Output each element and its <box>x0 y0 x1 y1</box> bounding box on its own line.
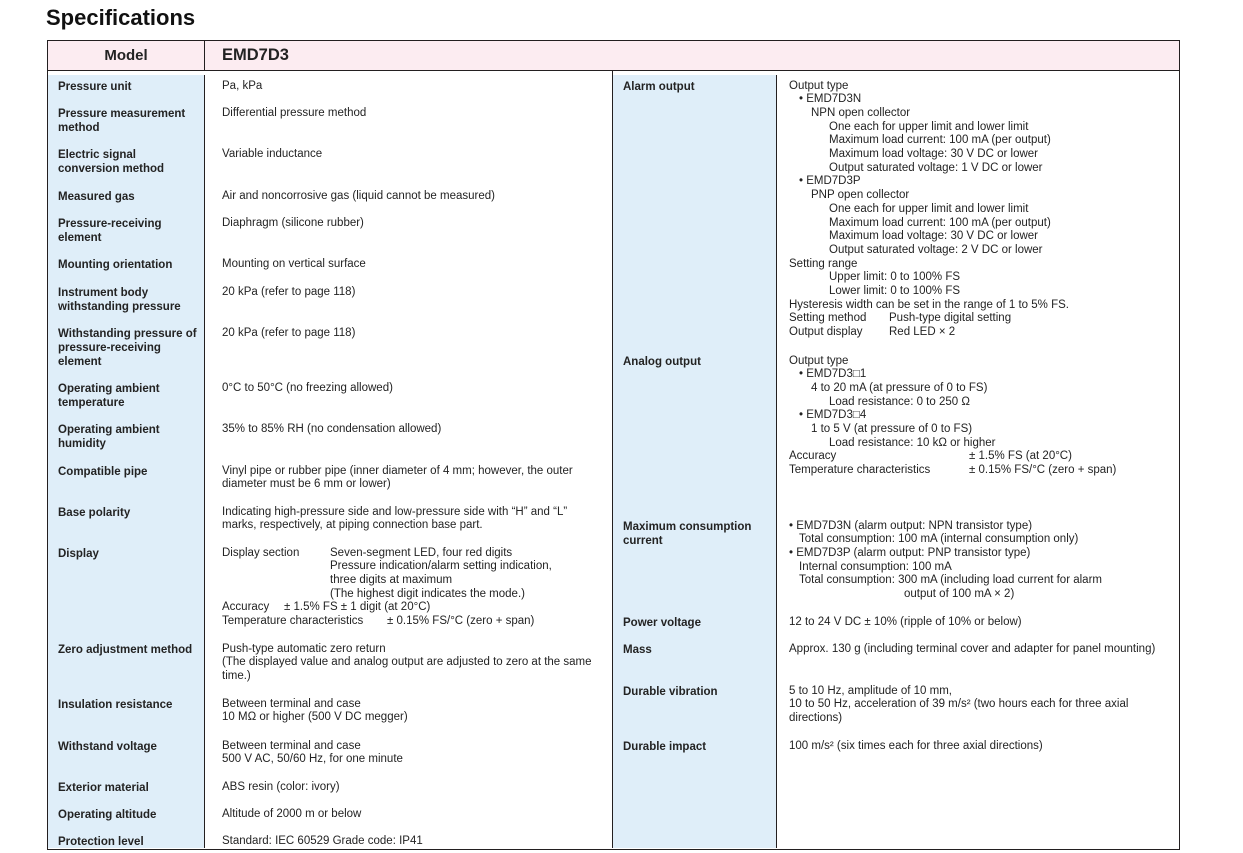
spec-line: Standard: IEC 60529 Grade code: IP41 <box>222 834 423 847</box>
inline-value: ± 1.5% FS ± 1 digit (at 20°C) <box>284 601 431 614</box>
spec-row-pressure-unit <box>48 75 612 102</box>
spec-value-pressure-measurement-method <box>205 102 612 143</box>
inline-value: Push-type digital setting <box>889 312 1012 325</box>
spec-label-measured-gas: Measured gas <box>48 185 205 212</box>
spec-row-instrument-body-withstanding-pressure <box>48 281 612 322</box>
inline-value: ± 1.5% FS (at 20°C) <box>969 450 1072 463</box>
spec-row-protection-level <box>48 830 612 849</box>
spec-line: Between terminal and case <box>222 739 361 752</box>
spec-line: Vinyl pipe or rubber pipe (inner diameter of 4 mm; however, the outer diameter must be 6 mm or lower) <box>222 464 573 491</box>
inline-label: Display section <box>222 546 300 559</box>
spec-value-mounting-orientation <box>205 253 612 281</box>
spec-line: • EMD7D3N (alarm output: NPN transistor type) <box>789 519 1033 532</box>
spec-row-pressure-receiving-element <box>48 212 612 253</box>
spec-value-mass <box>777 638 1178 680</box>
spec-line: PNP open collector <box>811 189 910 202</box>
spec-line: One each for upper limit and lower limit <box>829 120 1029 133</box>
spec-row-mass <box>613 638 1178 680</box>
spec-line: 10 to 50 Hz, acceleration of 39 m/s² (two hours each for three axial directions) <box>789 698 1129 724</box>
spec-label-withstand-voltage: Withstand voltage <box>48 735 205 776</box>
page-title: Specifications <box>46 5 196 30</box>
spec-row-base-polarity <box>48 501 612 542</box>
spec-label-protection-level: Protection level <box>48 830 205 849</box>
spec-value-measured-gas <box>205 185 612 212</box>
spec-line <box>222 601 604 615</box>
spec-label-operating-ambient-humidity: Operating ambient humidity <box>48 418 205 460</box>
spec-label-mounting-orientation: Mounting orientation <box>48 253 205 281</box>
spec-row-withstand-voltage <box>48 735 612 776</box>
spec-line <box>789 312 1170 326</box>
spec-value-insulation-resistance <box>205 693 612 735</box>
spec-line: (The displayed value and analog output are adjusted to zero at the same time.) <box>222 656 592 682</box>
spec-label-withstanding-pressure-of-pressure-receiving-element: Withstanding pressure of pressure-receiving element <box>48 322 205 377</box>
model-value-cell: EMD7D3 <box>222 45 289 64</box>
spec-label-electric-signal-conversion-method: Electric signal conversion method <box>48 143 205 185</box>
spec-line: Pa, kPa <box>222 79 263 92</box>
inline-value: ± 0.15% FS/°C (zero + span) <box>969 464 1117 477</box>
spec-value-withstand-voltage <box>205 735 612 776</box>
spec-value-operating-altitude <box>205 803 612 830</box>
spec-line: Setting range <box>789 257 858 270</box>
spec-label-durable-vibration: Durable vibration <box>613 680 777 735</box>
spec-line: Altitude of 2000 m or below <box>222 807 362 820</box>
spec-label-pressure-receiving-element: Pressure-receiving element <box>48 212 205 253</box>
spec-line: 500 V AC, 50/60 Hz, for one minute <box>222 753 403 766</box>
spec-line: Maximum load voltage: 30 V DC or lower <box>829 148 1038 161</box>
spec-value-alarm-output <box>777 75 1178 350</box>
spec-value-operating-ambient-temperature <box>205 377 612 418</box>
spec-label-exterior-material: Exterior material <box>48 776 205 803</box>
spec-line: Maximum load current: 100 mA (per output) <box>829 216 1051 229</box>
spec-row-durable-impact <box>613 735 1178 849</box>
spec-line <box>789 450 1170 464</box>
spec-value-electric-signal-conversion-method <box>205 143 612 185</box>
spec-line <box>789 464 1170 478</box>
spec-value-pressure-receiving-element <box>205 212 612 253</box>
spec-value-durable-impact <box>777 735 1178 849</box>
spec-line: 100 m/s² (six times each for three axial directions) <box>789 739 1043 752</box>
spec-value-pressure-unit <box>205 75 612 102</box>
spec-value-compatible-pipe <box>205 460 612 501</box>
spec-line: Maximum load voltage: 30 V DC or lower <box>829 230 1038 243</box>
spec-line: 20 kPa (refer to page 118) <box>222 285 356 298</box>
spec-row-power-voltage <box>613 611 1178 638</box>
spec-line: • EMD7D3P (alarm output: PNP transistor type) <box>789 546 1031 559</box>
spec-label-pressure-unit: Pressure unit <box>48 75 205 102</box>
spec-line: 10 MΩ or higher (500 V DC megger) <box>222 711 408 724</box>
spec-row-compatible-pipe <box>48 460 612 501</box>
spec-line <box>789 326 1170 340</box>
spec-row-maximum-consumption-current <box>613 515 1178 611</box>
spec-label-zero-adjustment-method: Zero adjustment method <box>48 638 205 693</box>
spec-value-analog-output <box>777 350 1178 515</box>
spec-line <box>222 615 604 629</box>
table-body <box>48 71 1179 849</box>
spec-row-operating-ambient-humidity <box>48 418 612 460</box>
spec-line: three digits at maximum <box>330 573 453 586</box>
spec-line: Output type <box>789 79 849 92</box>
spec-value-base-polarity <box>205 501 612 542</box>
spec-label-instrument-body-withstanding-pressure: Instrument body withstanding pressure <box>48 281 205 322</box>
left-spec-column <box>48 71 612 849</box>
spec-line: Lower limit: 0 to 100% FS <box>829 285 961 298</box>
spec-row-durable-vibration <box>613 680 1178 735</box>
spec-value-display <box>205 542 612 638</box>
spec-row-operating-ambient-temperature <box>48 377 612 418</box>
inline-value: Seven-segment LED, four red digits <box>330 546 513 559</box>
spec-line: Between terminal and case <box>222 697 361 710</box>
spec-line: Internal consumption: 100 mA <box>799 560 952 573</box>
spec-line: Air and noncorrosive gas (liquid cannot be measured) <box>222 189 495 202</box>
right-spec-column <box>612 71 1178 849</box>
spec-row-measured-gas <box>48 185 612 212</box>
spec-line: • EMD7D3P <box>799 175 861 188</box>
spec-row-exterior-material <box>48 776 612 803</box>
spec-value-withstanding-pressure-of-pressure-receiving-element <box>205 322 612 377</box>
inline-label: Accuracy <box>789 450 837 463</box>
spec-row-zero-adjustment-method <box>48 638 612 693</box>
spec-label-mass: Mass <box>613 638 777 680</box>
spec-row-operating-altitude <box>48 803 612 830</box>
spec-line: 1 to 5 V (at pressure of 0 to FS) <box>811 423 973 436</box>
spec-line: 12 to 24 V DC ± 10% (ripple of 10% or below) <box>789 615 1022 628</box>
spec-line: (The highest digit indicates the mode.) <box>330 587 525 600</box>
spec-line: output of 100 mA × 2) <box>904 588 1015 601</box>
inline-label: Setting method <box>789 312 867 325</box>
spec-value-exterior-material <box>205 776 612 803</box>
spec-value-maximum-consumption-current <box>777 515 1178 611</box>
spec-line: Differential pressure method <box>222 106 367 119</box>
spec-label-base-polarity: Base polarity <box>48 501 205 542</box>
spec-value-zero-adjustment-method <box>205 638 612 693</box>
spec-line: • EMD7D3□1 <box>799 368 867 381</box>
spec-row-electric-signal-conversion-method <box>48 143 612 185</box>
inline-label: Output display <box>789 326 863 339</box>
spec-line: Push-type automatic zero return <box>222 642 386 655</box>
spec-line: 20 kPa (refer to page 118) <box>222 326 356 339</box>
spec-row-display <box>48 542 612 638</box>
spec-line: Hysteresis width can be set in the range of 1 to 5% FS. <box>789 298 1069 311</box>
inline-value: ± 0.15% FS/°C (zero + span) <box>387 615 535 628</box>
spec-label-power-voltage: Power voltage <box>613 611 777 638</box>
spec-line: 5 to 10 Hz, amplitude of 10 mm, <box>789 684 952 697</box>
inline-label: Temperature characteristics <box>222 615 364 628</box>
spec-label-alarm-output: Alarm output <box>613 75 777 350</box>
spec-line: 0°C to 50°C (no freezing allowed) <box>222 381 393 394</box>
spec-line: Load resistance: 10 kΩ or higher <box>829 436 996 449</box>
spec-label-display: Display <box>48 542 205 638</box>
spec-line: Variable inductance <box>222 147 323 160</box>
spec-line: Mounting on vertical surface <box>222 257 366 270</box>
spec-line: Upper limit: 0 to 100% FS <box>829 271 961 284</box>
spec-line: • EMD7D3N <box>799 93 862 106</box>
specifications-table <box>47 40 1180 850</box>
spec-row-alarm-output <box>613 75 1178 350</box>
spec-line: Output saturated voltage: 1 V DC or lower <box>829 161 1043 174</box>
spec-line: Approx. 130 g (including terminal cover and adapter for panel mounting) <box>789 642 1156 655</box>
spec-label-compatible-pipe: Compatible pipe <box>48 460 205 501</box>
spec-value-protection-level <box>205 830 612 849</box>
spec-row-analog-output <box>613 350 1178 515</box>
spec-line: Diaphragm (silicone rubber) <box>222 216 364 229</box>
spec-line: 35% to 85% RH (no condensation allowed) <box>222 422 442 435</box>
table-header-row <box>48 41 1179 71</box>
spec-label-operating-ambient-temperature: Operating ambient temperature <box>48 377 205 418</box>
spec-line: Output type <box>789 354 849 367</box>
spec-line: 4 to 20 mA (at pressure of 0 to FS) <box>811 381 988 394</box>
spec-line: NPN open collector <box>811 106 911 119</box>
spec-value-instrument-body-withstanding-pressure <box>205 281 612 322</box>
spec-line: • EMD7D3□4 <box>799 409 867 422</box>
spec-label-analog-output: Analog output <box>613 350 777 515</box>
spec-line: ABS resin (color: ivory) <box>222 780 340 793</box>
spec-label-maximum-consumption-current: Maximum consumption current <box>613 515 777 611</box>
spec-line: Output saturated voltage: 2 V DC or lower <box>829 243 1043 256</box>
spec-row-insulation-resistance <box>48 693 612 735</box>
spec-line: Load resistance: 0 to 250 Ω <box>829 395 970 408</box>
inline-value: Red LED × 2 <box>889 326 956 339</box>
spec-value-operating-ambient-humidity <box>205 418 612 460</box>
inline-label: Temperature characteristics <box>789 464 931 477</box>
spec-line: One each for upper limit and lower limit <box>829 202 1029 215</box>
spec-label-pressure-measurement-method: Pressure measurement method <box>48 102 205 143</box>
spec-line: Maximum load current: 100 mA (per output) <box>829 134 1051 147</box>
spec-row-mounting-orientation <box>48 253 612 281</box>
spec-line: Total consumption: 100 mA (internal consumption only) <box>799 533 1079 546</box>
model-header-cell: Model <box>48 41 205 70</box>
spec-value-power-voltage <box>777 611 1178 638</box>
spec-row-withstanding-pressure-of-pressure-receiving-element <box>48 322 612 377</box>
spec-value-durable-vibration <box>777 680 1178 735</box>
spec-label-durable-impact: Durable impact <box>613 735 777 849</box>
spec-line: Pressure indication/alarm setting indication, <box>330 560 552 573</box>
spec-label-insulation-resistance: Insulation resistance <box>48 693 205 735</box>
spec-line: Total consumption: 300 mA (including load current for alarm <box>799 574 1102 587</box>
spec-line <box>222 547 604 561</box>
spec-row-pressure-measurement-method <box>48 102 612 143</box>
inline-label: Accuracy <box>222 601 270 614</box>
spec-label-operating-altitude: Operating altitude <box>48 803 205 830</box>
spec-line: Indicating high-pressure side and low-pressure side with “H” and “L” marks, respectively, at piping connection base part. <box>222 505 568 532</box>
